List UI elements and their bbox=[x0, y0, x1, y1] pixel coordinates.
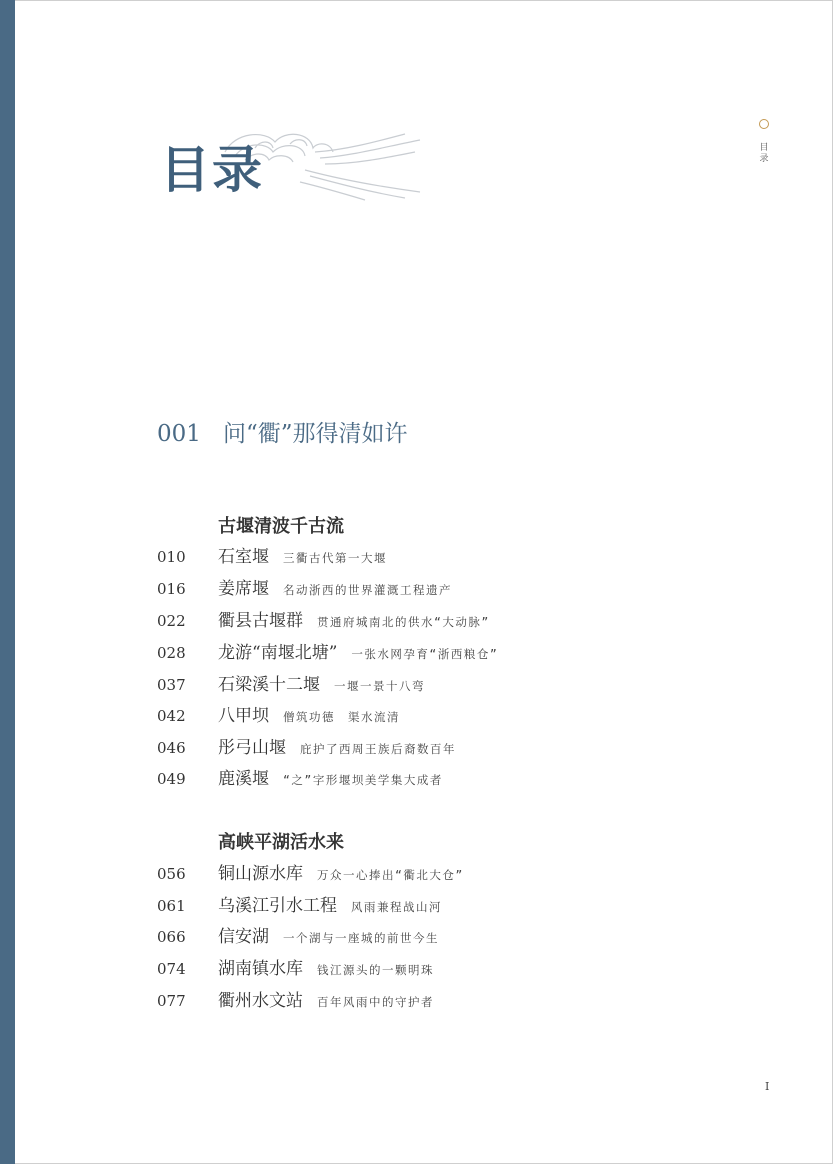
section-title: 古堰清波千古流 bbox=[218, 516, 344, 537]
entry-subtitle: 钱江源头的一颗明珠 bbox=[317, 963, 434, 977]
left-color-bar bbox=[0, 0, 15, 1164]
entry-subtitle: 万众一心捧出“衢北大仓” bbox=[317, 868, 464, 882]
entry-page: 037 bbox=[157, 676, 186, 694]
chapter-number: 001 bbox=[157, 421, 201, 447]
toc-entry[interactable] bbox=[157, 700, 757, 732]
entry-page: 066 bbox=[157, 928, 186, 946]
entry-subtitle: 一堰一景十八弯 bbox=[334, 679, 425, 693]
entry-subtitle: 百年风雨中的守护者 bbox=[317, 995, 434, 1009]
entry-page: 016 bbox=[157, 580, 186, 598]
toc-entry[interactable] bbox=[157, 732, 757, 764]
side-marker bbox=[758, 119, 770, 179]
toc-entry[interactable] bbox=[157, 763, 757, 795]
entry-page: 061 bbox=[157, 897, 186, 915]
entry-name: 八甲坝 bbox=[218, 706, 269, 726]
entry-page: 056 bbox=[157, 865, 186, 883]
entry-name: 铜山源水库 bbox=[218, 864, 303, 884]
section-title: 高峡平湖活水来 bbox=[218, 832, 344, 853]
entry-subtitle: 贯通府城南北的供水“大动脉” bbox=[317, 615, 490, 629]
toc-entry[interactable] bbox=[157, 985, 757, 1017]
entry-page: 010 bbox=[157, 548, 186, 566]
circle-marker-icon bbox=[759, 119, 769, 129]
entry-name: 彤弓山堰 bbox=[218, 738, 286, 758]
toc-entry[interactable] bbox=[157, 669, 757, 701]
entry-page: 049 bbox=[157, 770, 186, 788]
entry-subtitle: 一个湖与一座城的前世今生 bbox=[283, 931, 439, 945]
entry-subtitle: 名动浙西的世界灌溉工程遗产 bbox=[283, 583, 452, 597]
toc-entry[interactable] bbox=[157, 637, 757, 669]
entry-name: 鹿溪堰 bbox=[218, 769, 269, 789]
entry-name: 信安湖 bbox=[218, 927, 269, 947]
entry-subtitle: 三衢古代第一大堰 bbox=[283, 551, 387, 565]
entry-subtitle: 僧筑功德 渠水流清 bbox=[283, 710, 400, 724]
toc-entry[interactable] bbox=[157, 890, 757, 922]
entry-page: 077 bbox=[157, 992, 186, 1010]
side-label: 目录 bbox=[759, 143, 769, 164]
toc-entry[interactable] bbox=[157, 858, 757, 890]
entry-name: 石室堰 bbox=[218, 547, 269, 567]
toc-entry[interactable] bbox=[157, 605, 757, 637]
entry-subtitle: “之”字形堰坝美学集大成者 bbox=[283, 773, 443, 787]
chapter-title: 问“衢”那得清如许 bbox=[223, 421, 408, 447]
entry-name: 姜席堰 bbox=[218, 579, 269, 599]
entry-subtitle: 一张水网孕育“浙西粮仓” bbox=[351, 647, 499, 661]
toc-entry[interactable] bbox=[157, 921, 757, 953]
entry-name: 湖南镇水库 bbox=[218, 959, 303, 979]
entry-page: 046 bbox=[157, 739, 186, 757]
entry-subtitle: 风雨兼程战山河 bbox=[351, 900, 442, 914]
page-number: I bbox=[765, 1080, 770, 1093]
chapter-heading bbox=[157, 418, 408, 450]
entry-name: 石梁溪十二堰 bbox=[218, 675, 320, 695]
entry-name: 衢州水文站 bbox=[218, 991, 303, 1011]
entry-name: 乌溪江引水工程 bbox=[218, 896, 337, 916]
entry-page: 022 bbox=[157, 612, 186, 630]
entry-name: 龙游“南堰北塘” bbox=[218, 643, 338, 663]
entry-subtitle: 庇护了西周王族后裔数百年 bbox=[300, 742, 456, 756]
entry-page: 074 bbox=[157, 960, 186, 978]
entry-name: 衢县古堰群 bbox=[218, 611, 303, 631]
toc-entry[interactable] bbox=[157, 573, 757, 605]
entry-page: 028 bbox=[157, 644, 186, 662]
page-title: 目录 bbox=[160, 141, 264, 199]
toc-entry[interactable] bbox=[157, 541, 757, 573]
toc-entry[interactable] bbox=[157, 953, 757, 985]
entry-page: 042 bbox=[157, 707, 186, 725]
